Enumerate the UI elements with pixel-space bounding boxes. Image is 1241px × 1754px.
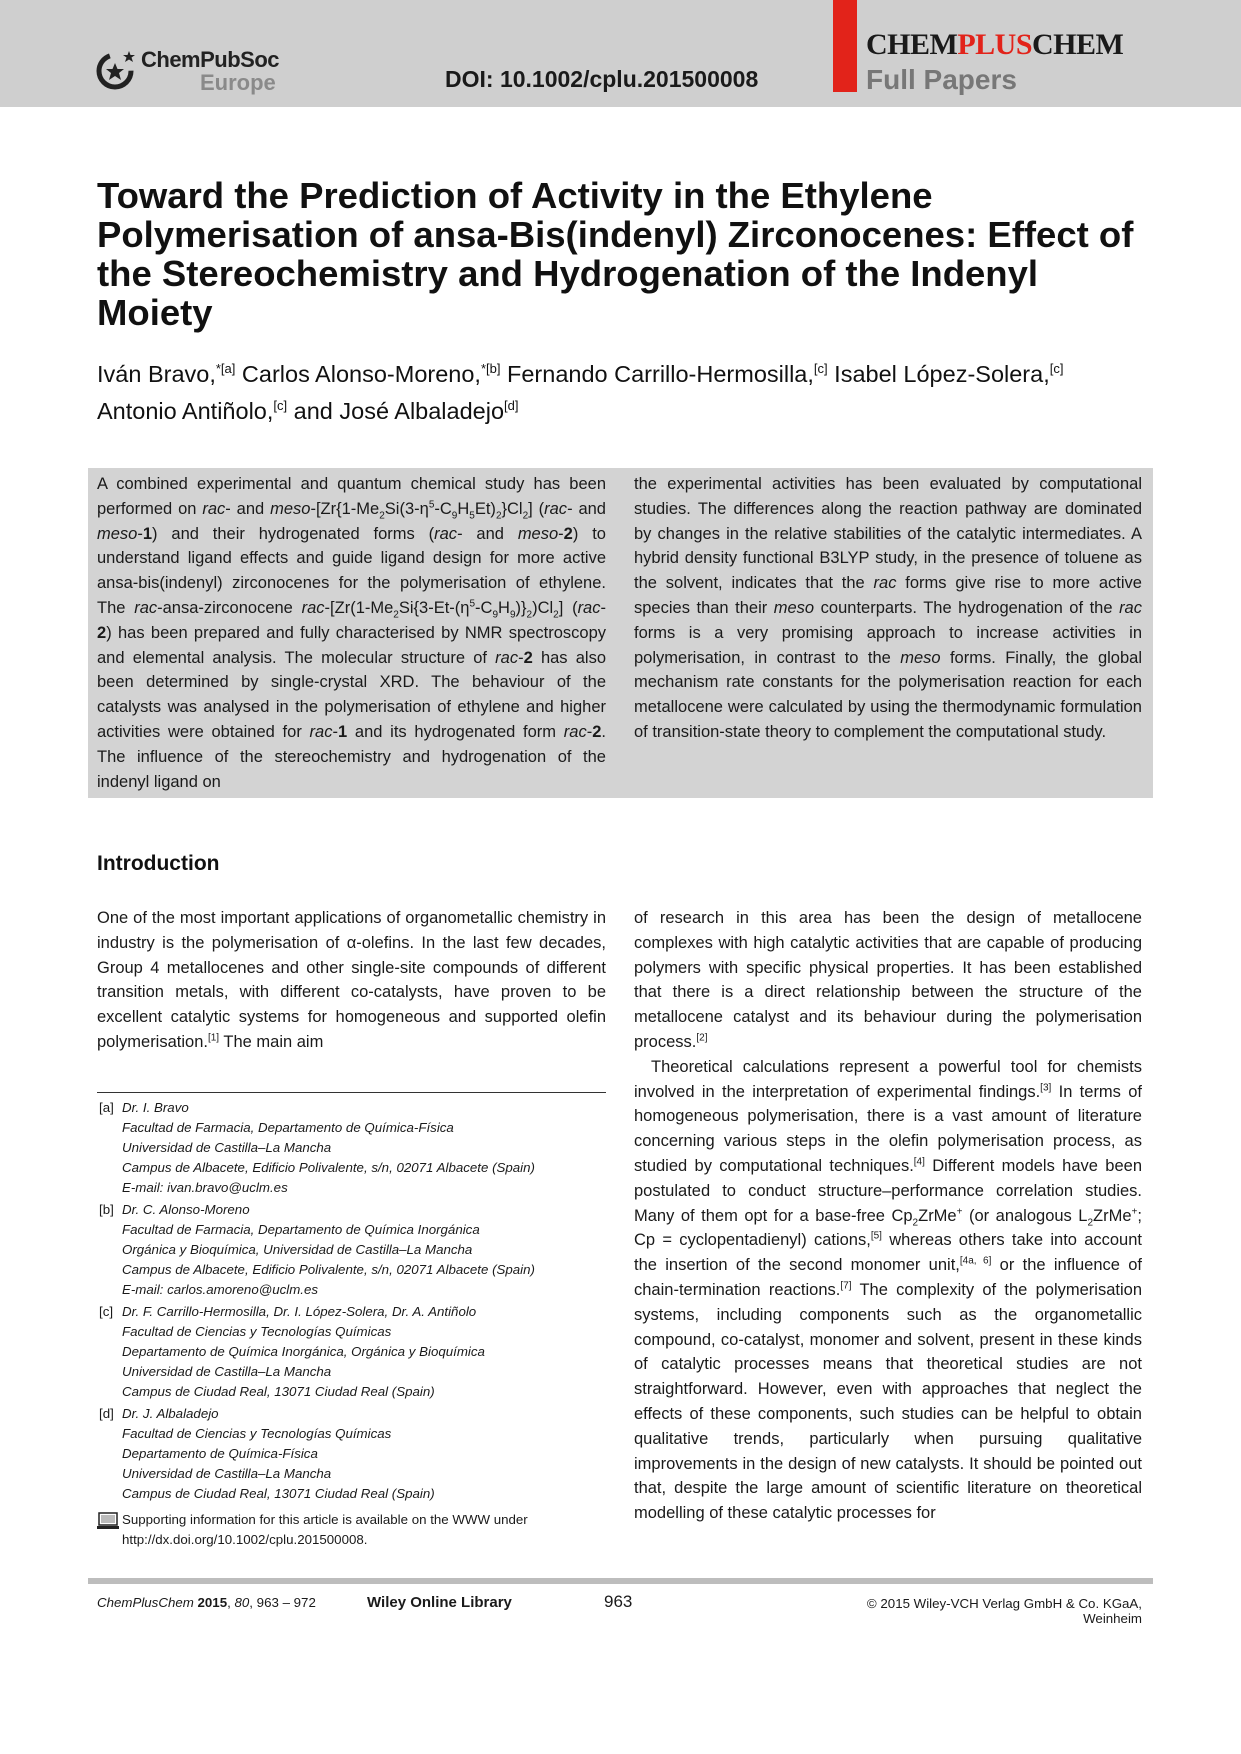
abstract-box [88, 468, 1153, 798]
author: Carlos Alonso-Moreno, [241, 360, 481, 387]
author: Antonio Antiñolo, [97, 397, 274, 424]
chempubsoc-star-icon [95, 49, 137, 91]
author-affil: [c] [273, 397, 288, 413]
abstract-left-column: A combined experimental and quantum chemical study has been performed on rac- and meso-$[Zr\{1-Me_2Si(3-\eta^5-C_9H_5Et)_2\}Cl_2]$ (rac- and meso-1) and their hydrogenated forms (rac- and meso-2) to understand ligand effects and guide ligand design for more active ansa-bis(indenyl) zirconocenes for the polymerisation of ethylene. The rac-ansa-zirconocene rac-$[Zr(1-Me_2Si\{3-Et-(\eta^5-C_9H_9)\}_2)Cl_2]$ (rac-2) has been prepared and fully characterised by NMR spectroscopy and elemental analysis. The molecular structure of rac-2 has also been determined by single-crystal XRD. The behaviour of the catalysts was analysed in the polymerisation of ethylene and higher activities were obtained for rac-1 and its hydrogenated form rac-2. The influence of the stereochemistry and hydrogenation of the indenyl ligand on [97, 475, 607, 791]
journal-part2: PLUS [957, 28, 1033, 61]
wiley-online-library: Wiley Online Library [367, 1594, 512, 1611]
paragraph: of research in this area has been the design of metallocene complexes with high catalytic activities that are capable of producing polymers with specific physical properties. It has been established that there is a direct relationship between the structure of the metallocene catalyst and its behaviour during the polymerisation process.[2] [634, 909, 1142, 1051]
author: and José Albaladejo [293, 397, 505, 424]
author-affil: [c] [1049, 361, 1064, 376]
footnote-rule [97, 1092, 606, 1093]
affiliations [97, 1098, 617, 1506]
paragraph: Theoretical calculations represent a powerful tool for chemists involved in the interpretation of experimental findings.[3] In terms of homogeneous polymerisation, there is a vast amount of literature concerning various steps in the olefin polymerisation process, as studied by computational techniques.[4] Different models have been postulated to conduct structure–performance correlation studies. Many of them opt for a base-free $Cp_2ZrMe^+$ (or analogous $L_2ZrMe^+$; Cp = cyclopentadienyl) cations,[5] whereas others take into account the insertion of the second monomer unit,[4a, 6] or the influence of chain-termination reactions.[7] The complexity of the polymerisation systems, including components such as the organometallic compound, co-catalyst, monomer and solvent, present in these kinds of catalytic processes means that theoretical studies are not straightforward. However, even with approaches that neglect the effects of these components, such studies can be helpful to obtain qualitative trends, particularly when pursuing qualitative improvements in the design of new catalysts. It should be pointed out that, despite the large amount of scientific literature on theoretical modelling of these catalytic processes for [634, 1057, 1142, 1523]
chempubsoc-logo [95, 45, 295, 95]
supporting-info-text[interactable]: Supporting information for this article is available on the WWW under http://dx.doi.org/10.1002/cplu.201500008. [122, 1512, 528, 1547]
journal-part3: CHEM [1032, 28, 1124, 61]
footer-citation: ChemPlusChem 2015, 80, 963 – 972 [97, 1595, 316, 1610]
affiliation-a: [a] Dr. I. Bravo Facultad de Farmacia, Departamento de Química-Física Universidad de Castilla–La Mancha Campus de Albacete, Edificio Polivalente, s/n, 02071 Albacete (Spain) E-mail: ivan.bravo@uclm.es [99, 1100, 535, 1195]
footer-rule [88, 1578, 1153, 1584]
author: Iván Bravo, [97, 360, 216, 387]
author: Isabel López-Solera, [834, 360, 1050, 387]
journal-part1: CHEM [866, 28, 958, 61]
journal-name [866, 28, 1123, 62]
copyright: © 2015 Wiley-VCH Verlag GmbH & Co. KGaA, Weinheim [866, 1596, 1142, 1626]
introduction-left-column: One of the most important applications of organometallic chemistry in industry is the polymerisation of α-olefins. In the last few decades, Group 4 metallocenes and other single-site compounds of different transition metals, with different co-catalysts, have proven to be excellent catalytic systems for homogeneous and supported olefin polymerisation.[1] The main aim [97, 909, 606, 1051]
page-number: 963 [604, 1592, 633, 1611]
affiliation-b: [b] Dr. C. Alonso-Moreno Facultad de Farmacia, Departamento de Química Inorgánica Orgánica y Bioquímica, Universidad de Castilla–La Mancha Campus de Albacete, Edificio Polivalente, s/n, 02071 Albacete (Spain) E-mail: carlos.amoreno@uclm.es [99, 1202, 535, 1297]
author-list [97, 353, 1157, 427]
computer-icon [97, 1512, 119, 1530]
introduction-heading: Introduction [97, 852, 220, 875]
author-affil: [d] [504, 397, 519, 413]
affiliation-c: [c] Dr. F. Carrillo-Hermosilla, Dr. I. López-Solera, Dr. A. Antiñolo Facultad de Ciencias y Tecnologías Químicas Departamento de Química Inorgánica, Orgánica y Bioquímica Universidad de Castilla–La Mancha Campus de Ciudad Real, 13071 Ciudad Real (Spain) [99, 1304, 485, 1399]
author-affil: *[a] [215, 361, 236, 376]
author: Fernando Carrillo-Hermosilla, [507, 360, 814, 387]
affiliation-d: [d] Dr. J. Albaladejo Facultad de Ciencias y Tecnologías Químicas Departamento de Química-Física Universidad de Castilla–La Mancha Campus de Ciudad Real, 13071 Ciudad Real (Spain) [99, 1406, 435, 1501]
logo-line2: Europe [200, 70, 276, 95]
paper-title: Toward the Prediction of Activity in the Ethylene Polymerisation of ansa-Bis(indenyl) Zirconocenes: Effect of the Stereochemistry and Hydrogenation of the Indenyl Moiety [97, 175, 1134, 333]
author-affil: *[b] [480, 361, 501, 376]
accent-bar [833, 0, 857, 92]
introduction-right-column [634, 906, 1142, 1526]
author-affil: [c] [813, 361, 828, 376]
doi: DOI: 10.1002/cplu.201500008 [445, 66, 759, 92]
abstract-right-column: the experimental activities has been evaluated by computational studies. The differences along the reaction pathway are dominated by changes in the relative stabilities of the catalytic intermediates. A hybrid density functional B3LYP study, in the presence of toluene as the solvent, indicates that the rac forms give rise to more active species than their meso counterparts. The hydrogenation of the rac forms is a very promising approach to increase activities in polymerisation, in contrast to the meso forms. Finally, the global mechanism rate constants for the polymerisation reaction for each metallocene were calculated by using the thermodynamic formulation of transition-state theory to complement the computational study. [634, 475, 1143, 741]
section-label: Full Papers [866, 64, 1017, 95]
logo-line1: ChemPubSoc [141, 47, 280, 72]
